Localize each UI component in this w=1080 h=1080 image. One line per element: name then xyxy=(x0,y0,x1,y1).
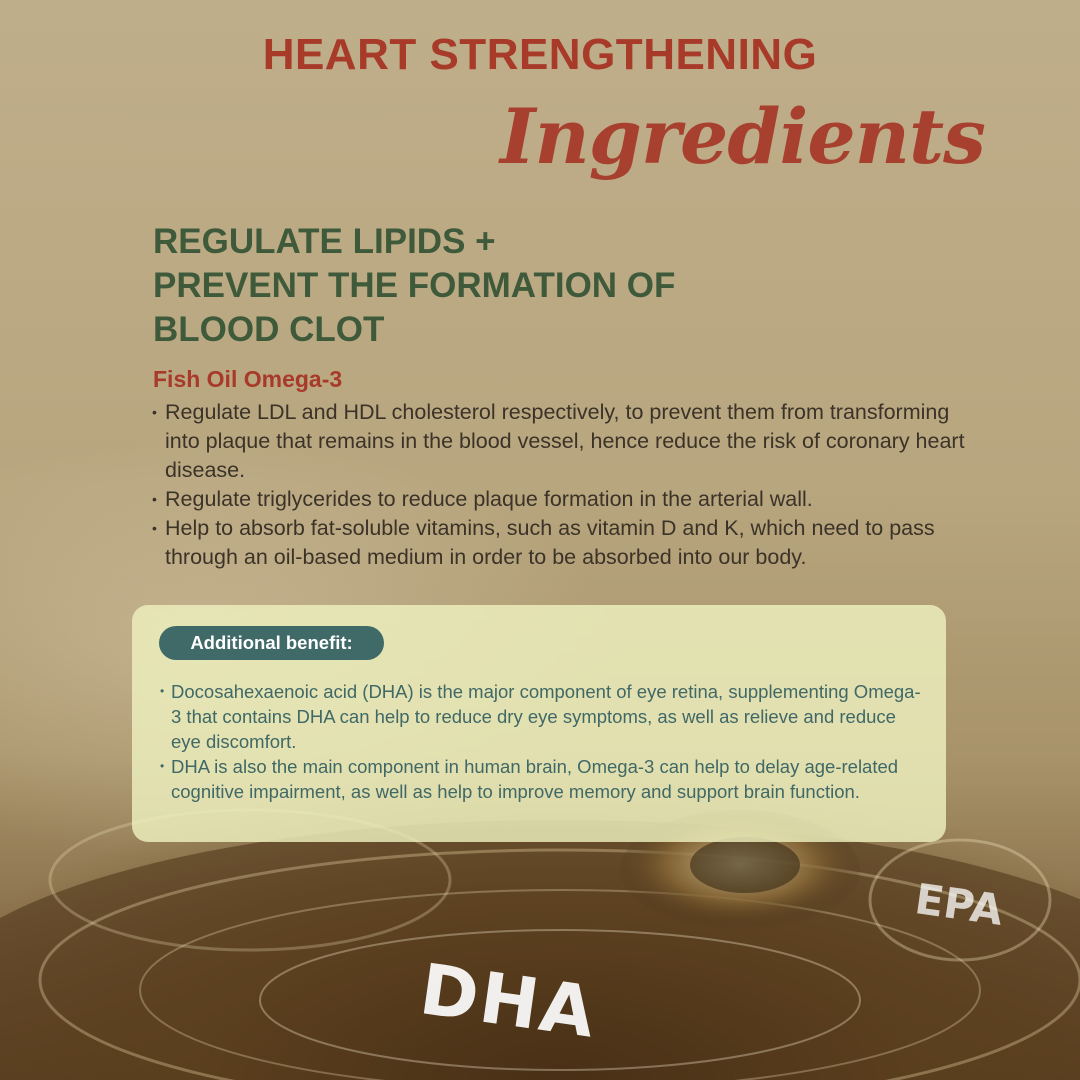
headline-line: REGULATE LIPIDS + xyxy=(153,222,496,261)
section-headline xyxy=(153,220,675,352)
headline-line: BLOOD CLOT xyxy=(153,310,385,349)
headline-line: PREVENT THE FORMATION OF xyxy=(153,266,676,305)
ingredient-name: Fish Oil Omega-3 xyxy=(153,366,343,392)
additional-benefit-badge: Additional benefit: xyxy=(159,626,384,660)
dha-label: DHA xyxy=(415,948,602,1054)
additional-benefit-list xyxy=(160,679,930,804)
script-title: Ingredients xyxy=(500,92,985,181)
ingredient-benefit-list xyxy=(152,398,972,572)
list-item: • Help to absorb fat-soluble vitamins, such as vitamin D and K, which need to pass through an oil-based medium in order to be absorbed into our body. xyxy=(152,514,972,572)
list-item: • Docosahexaenoic acid (DHA) is the major component of eye retina, supplementing Omega-3 that contains DHA can help to reduce dry eye symptoms, as well as relieve and reduce eye discomfort. xyxy=(160,679,930,754)
epa-label: EPA xyxy=(912,874,1007,935)
list-item: • DHA is also the main component in human brain, Omega-3 can help to delay age-related cognitive impairment, as well as help to improve memory and support brain function. xyxy=(160,754,930,804)
main-title: HEART STRENGTHENING xyxy=(262,30,818,79)
list-item: • Regulate triglycerides to reduce plaque formation in the arterial wall. xyxy=(152,485,972,514)
list-item: • Regulate LDL and HDL cholesterol respectively, to prevent them from transforming into plaque that remains in the blood vessel, hence reduce the risk of coronary heart disease. xyxy=(152,398,972,485)
